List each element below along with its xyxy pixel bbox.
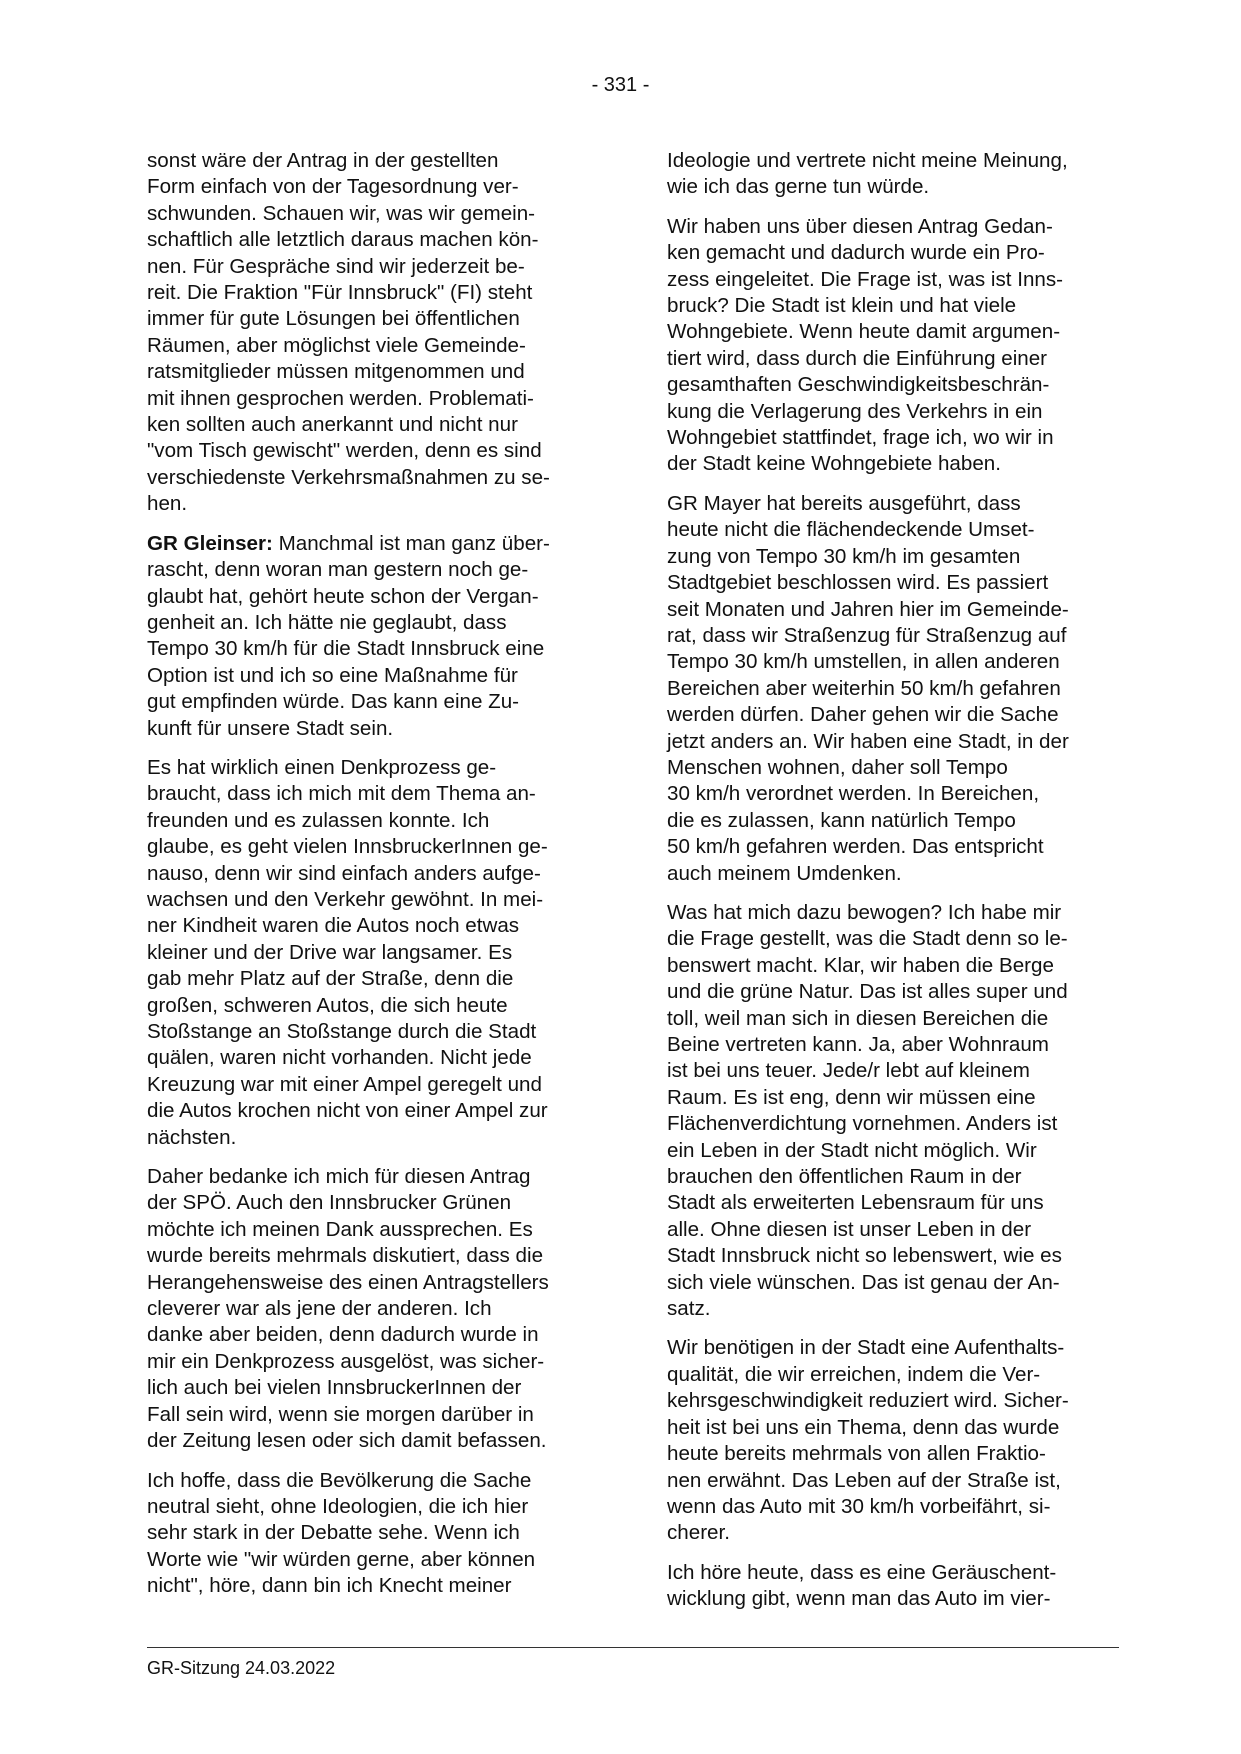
paragraph: Wir haben uns über diesen Antrag Gedan- ken gemacht und dadurch wurde ein Pro- zess eingeleitet. Die Frage ist, was ist Inns- bruck? Die Stadt ist klein und hat viele Wohngebiete. Wenn heute damit argumen- tiert wird, dass durch die Einführung einer gesamthaften Geschwindigkeitsbeschrän- kung die Verlagerung des Verkehrs in ein Wohngebiet stattfindet, frage ich, wo wir in der Stadt keine Wohngebiete haben. xyxy=(667,214,1064,476)
speaker-name: GR Gleinser: xyxy=(147,531,273,555)
right-column xyxy=(667,148,1119,1626)
paragraph: Es hat wirklich einen Denkprozess ge- braucht, dass ich mich mit dem Thema an- freunden und es zulassen konnte. Ich glaube, es geht vielen InnsbruckerInnen ge- nauso, denn wir sind einfach anders aufge- wachsen und den Verkehr gewöhnt. In mei- ner Kindheit waren die Autos noch etwas kleiner und der Drive war langsamer. Es gab mehr Platz auf der Straße, denn die großen, schweren Autos, die sich heute Stoßstange an Stoßstange durch die Stadt quälen, waren nicht vorhanden. Nicht jede Kreuzung war mit einer Ampel geregelt und die Autos krochen nicht von einer Ampel zur nächsten. xyxy=(147,755,548,1149)
page-number: - 331 - xyxy=(591,74,650,96)
paragraph-text: Manchmal ist man ganz über- rascht, denn woran man gestern noch ge- glaubt hat, gehört heute schon der Vergan- genheit an. Ich hätte nie geglaubt, dass Tempo 30 km/h für die Stadt Innsbruck eine Option ist und ich so eine Maßnahme für gut empfinden würde. Das kann eine Zu- kunft für unsere Stadt sein. xyxy=(147,531,550,740)
paragraph: Ideologie und vertrete nicht meine Meinung, wie ich das gerne tun würde. xyxy=(667,149,1068,199)
paragraph: Was hat mich dazu bewogen? Ich habe mir die Frage gestellt, was die Stadt denn so le- benswert macht. Klar, wir haben die Berge und die grüne Natur. Das ist alles super und toll, weil man sich in diesen Bereichen die Beine vertreten kann. Ja, aber Wohnraum ist bei uns teuer. Jede/r lebt auf kleinem Raum. Es ist eng, denn wir müssen eine Flächenverdichtung vornehmen. Anders ist ein Leben in der Stadt nicht möglich. Wir brauchen den öffentlichen Raum in der Stadt als erweiterten Lebensraum für uns alle. Ohne diesen ist unser Leben in der Stadt Innsbruck nicht so lebenswert, wie es sich viele wünschen. Das ist genau der An- satz. xyxy=(667,900,1068,1321)
paragraph: Ich hoffe, dass die Bevölkerung die Sache neutral sieht, ohne Ideologien, die ich hier sehr stark in der Debatte sehe. Wenn ich Worte wie "wir würden gerne, aber können nicht", höre, dann bin ich Knecht meiner xyxy=(147,1468,536,1598)
paragraph: Ich höre heute, dass es eine Geräuschent- wicklung gibt, wenn man das Auto im vier- xyxy=(667,1560,1057,1611)
paragraph-speaker-gleinser xyxy=(147,531,599,742)
footer-divider xyxy=(147,1647,1119,1648)
left-column xyxy=(147,148,599,1613)
footer-session-date: GR-Sitzung 24.03.2022 xyxy=(147,1658,336,1678)
paragraph: Daher bedanke ich mich für diesen Antrag der SPÖ. Auch den Innsbrucker Grünen möchte ich meinen Dank aussprechen. Es wurde bereits mehrmals diskutiert, dass die Herangehensweise des einen Antragstellers cleverer war als jene der anderen. Ich danke aber beiden, denn dadurch wurde in mir ein Denkprozess ausgelöst, was sicher- lich auch bei vielen InnsbruckerInnen der Fall sein wird, wenn sie morgen darüber in der Zeitung lesen oder sich damit befassen. xyxy=(147,1165,549,1453)
paragraph: Wir benötigen in der Stadt eine Aufenthalts- qualität, die wir erreichen, indem die Ver- kehrsgeschwindigkeit reduziert wird. Sicher- heit ist bei uns ein Thema, denn das wurde heute bereits mehrmals von allen Fraktio- nen erwähnt. Das Leben auf der Straße ist, wenn das Auto mit 30 km/h vorbeifährt, si- cherer. xyxy=(667,1336,1069,1545)
paragraph: sonst wäre der Antrag in der gestellten Form einfach von der Tagesordnung ver- schwunden. Schauen wir, was wir gemein- schaftlich alle letztlich daraus machen kön- nen. Für Gespräche sind wir jederzeit be- reit. Die Fraktion "Für Innsbruck" (FI) steht immer für gute Lösungen bei öffentlichen Räumen, aber möglichst viele Gemeinde- ratsmitglieder müssen mitgenommen und mit ihnen gesprochen werden. Problemati- ken sollten auch anerkannt und nicht nur "vom Tisch gewischt" werden, denn es sind verschiedenste Verkehrsmaßnahmen zu se- hen. xyxy=(147,149,550,516)
paragraph: GR Mayer hat bereits ausgeführt, dass heute nicht die flächendeckende Umset- zung von Tempo 30 km/h im gesamten Stadtgebiet beschlossen wird. Es passiert seit Monaten und Jahren hier im Gemeinde- rat, dass wir Straßenzug für Straßenzug auf Tempo 30 km/h umstellen, in allen anderen Bereichen aber weiterhin 50 km/h gefahren werden dürfen. Daher gehen wir die Sache jetzt anders an. Wir haben eine Stadt, in der Menschen wohnen, daher soll Tempo 30 km/h verordnet werden. In Bereichen, die es zulassen, kann natürlich Tempo 50 km/h gefahren werden. Das entspricht auch meinem Umdenken. xyxy=(667,491,1069,885)
